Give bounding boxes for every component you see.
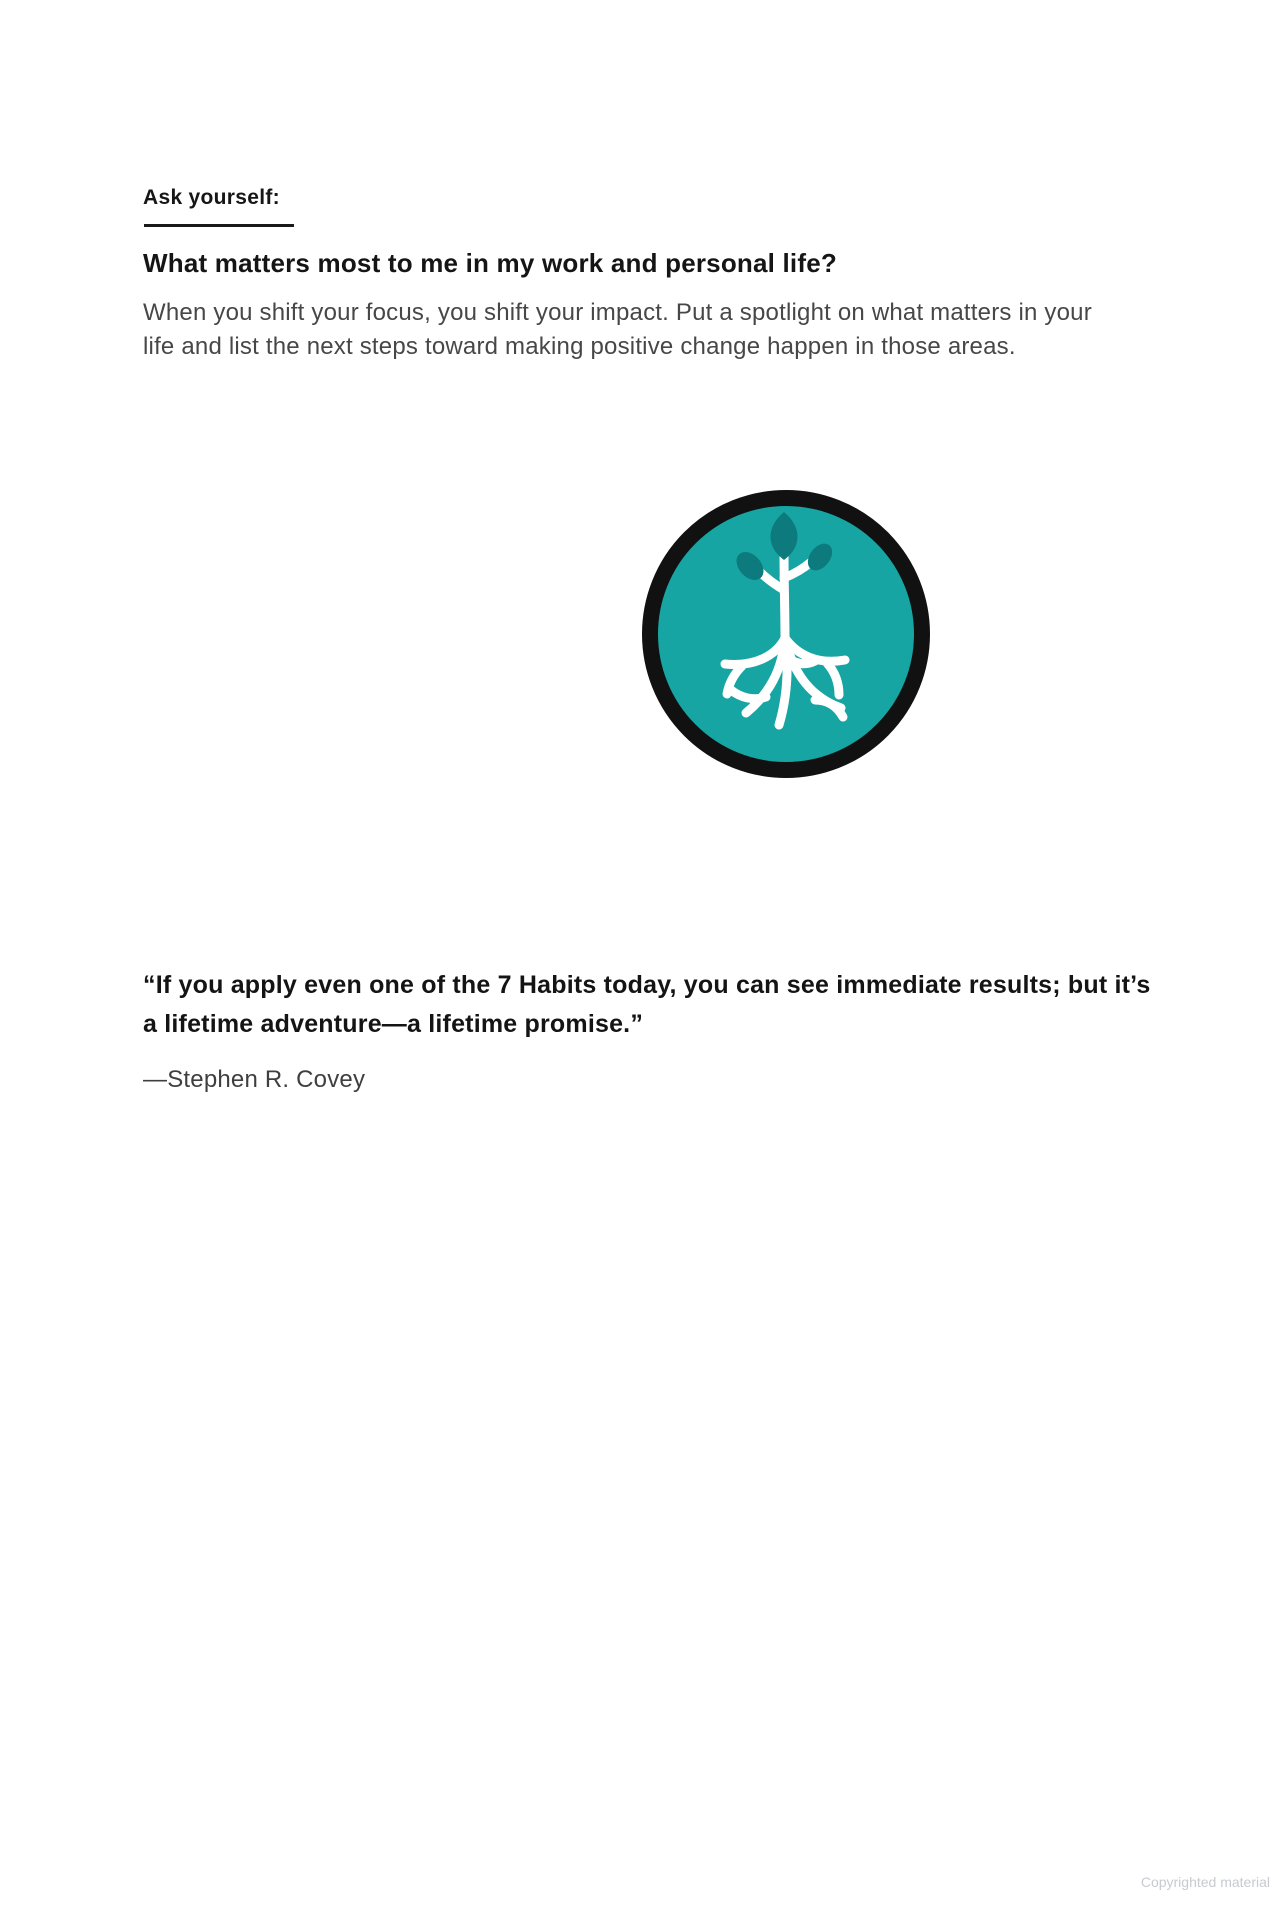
seedling-with-roots-icon bbox=[638, 486, 934, 782]
heading-underline-divider bbox=[144, 224, 294, 227]
copyrighted-material-notice: Copyrighted material bbox=[1140, 1874, 1270, 1890]
ask-yourself-label: Ask yourself: bbox=[143, 186, 280, 209]
seedling-with-roots-svg bbox=[638, 486, 934, 782]
reflection-question-heading: What matters most to me in my work and personal life? bbox=[143, 248, 837, 278]
quote-attribution: —Stephen R. Covey bbox=[143, 1066, 366, 1093]
covey-quote-text: “If you apply even one of the 7 Habits today, you can see immediate results; but it’s a lifetime adventure—a lifetime promise.” bbox=[143, 971, 1151, 1038]
body-paragraph: When you shift your focus, you shift your impact. Put a spotlight on what matters in your life and list the next steps toward making positive change happen in those areas. bbox=[143, 299, 1092, 360]
